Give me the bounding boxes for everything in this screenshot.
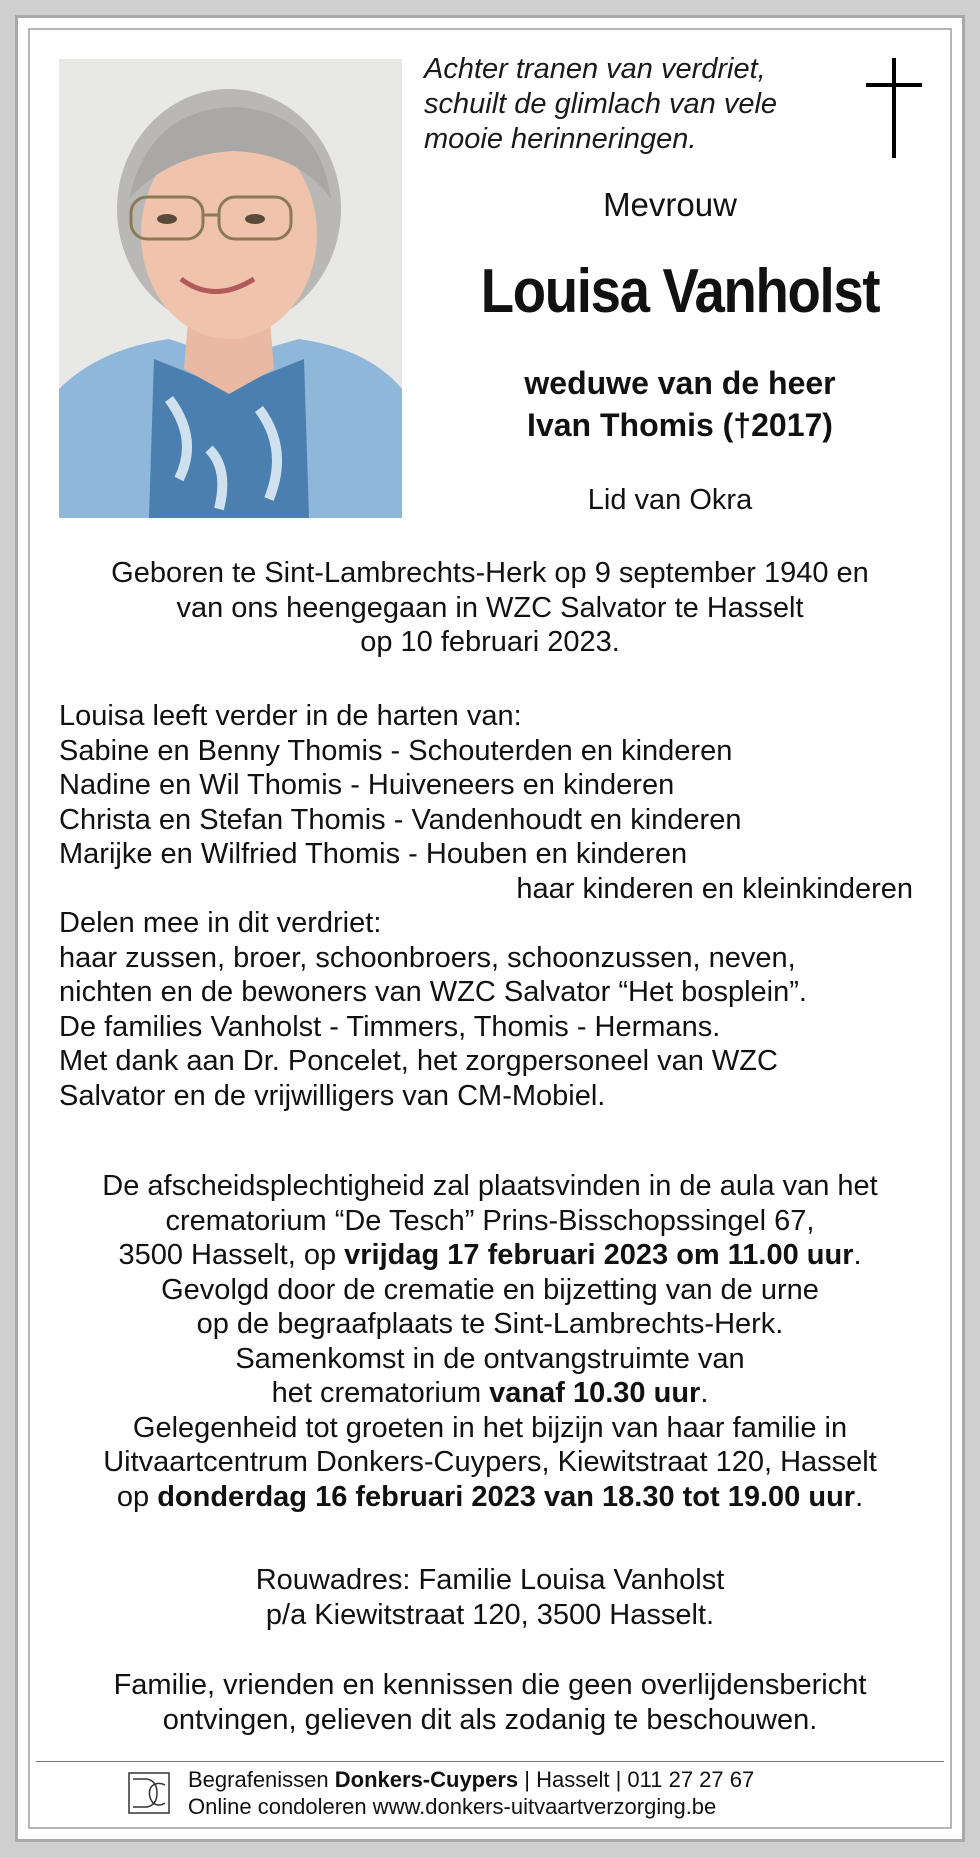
children-summary: haar kinderen en kleinkinderen [516,872,913,905]
funeral-line: De afscheidsplechtigheid zal plaatsvinden in de aula van het [102,1170,878,1202]
survivor-line: Sabine en Benny Thomis - Schouterden en kinderen [59,734,733,767]
deceased-name: Louisa Vanholst [480,257,880,326]
condolence-website[interactable]: Online condoleren www.donkers-uitvaartverzorging.be [188,1794,717,1819]
ceremony-date: vrijdag 17 februari 2023 om 11.00 uur [344,1239,854,1271]
share-line: Met dank aan Dr. Poncelet, het zorgpersoneel van WZC [59,1045,778,1077]
widow-line-2: Ivan Thomis (†2017) [527,407,833,443]
share-line: De families Vanholst - Timmers, Thomis - Hermans. [59,1010,721,1043]
funeral-home-logo [127,1771,171,1815]
funeral-home-info [188,1766,928,1820]
funeral-line: crematorium “De Tesch” Prins-Bisschopssingel 67, [165,1204,815,1237]
funeral-line: Samenkomst in de ontvangstruimte van [235,1342,745,1375]
notice-line: Familie, vrienden en kennissen die geen overlijdensbericht [113,1669,867,1701]
funeral-line: Gevolgd door de crematie en bijzetting van de urne [161,1273,819,1306]
funeral-details [40,1169,940,1514]
widow-of [420,362,940,446]
birth-line: op 10 februari 2023. [360,626,620,658]
visitation-date: donderdag 16 februari 2023 van 18.30 tot 19.00 uur [157,1480,856,1513]
address-line: p/a Kiewitstraat 120, 3500 Hasselt. [265,1598,715,1631]
birth-death-text [40,556,940,660]
mourning-address [40,1563,940,1632]
cross-icon [866,58,922,158]
salutation: Mevrouw [603,186,737,223]
portrait-photo [59,59,402,518]
birth-line: Geboren te Sint-Lambrechts-Herk op 9 september 1940 en [111,557,869,589]
share-line: nichten en de bewoners van WZC Salvator “Het bosplein”. [59,976,807,1008]
funeral-line: 3500 Hasselt, op vrijdag 17 februari 2023 om 11.00 uur. [118,1239,862,1271]
funeral-line: Uitvaartcentrum Donkers-Cuypers, Kiewitstraat 120, Hasselt [103,1446,877,1478]
share-intro: Delen mee in dit verdriet: [59,907,382,939]
notice-line: ontvingen, gelieven dit als zodanig te beschouwen. [162,1703,818,1736]
membership: Lid van Okra [587,484,753,516]
widow-line-1: weduwe van de heer [524,365,836,401]
survivor-line: Nadine en Wil Thomis - Huiveneers en kinderen [59,769,675,801]
notice-text [40,1668,940,1737]
funeral-home-line-1: Begrafenissen Donkers-Cuypers | Hasselt | 011 27 27 67 [188,1767,755,1792]
footer-divider [36,1761,944,1762]
funeral-line: op de begraafplaats te Sint-Lambrechts-Herk. [196,1308,784,1340]
funeral-line: het crematorium vanaf 10.30 uur. [271,1377,709,1409]
birth-line: van ons heengegaan in WZC Salvator te Hasselt [176,591,804,624]
survivor-line: Marijke en Wilfried Thomis - Houben en kinderen [59,838,688,870]
funeral-line: Gelegenheid tot groeten in het bijzijn van haar familie in [132,1411,848,1444]
gathering-time: vanaf 10.30 uur [489,1377,701,1409]
share-line: haar zussen, broer, schoonbroers, schoonzussen, neven, [59,941,796,974]
survivors-section [59,699,939,1113]
address-line: Rouwadres: Familie Louisa Vanholst [255,1564,725,1596]
survivors-intro: Louisa leeft verder in de harten van: [59,700,522,732]
funeral-home-name: Donkers-Cuypers [334,1767,519,1792]
memorial-quote: Achter tranen van verdriet, schuilt de glimlach van vele mooie herinneringen. [424,53,778,155]
funeral-line: op donderdag 16 februari 2023 van 18.30 tot 19.00 uur. [116,1480,864,1513]
share-line: Salvator en de vrijwilligers van CM-Mobiel. [59,1079,606,1112]
survivor-line: Christa en Stefan Thomis - Vandenhoudt en kinderen [59,803,742,836]
